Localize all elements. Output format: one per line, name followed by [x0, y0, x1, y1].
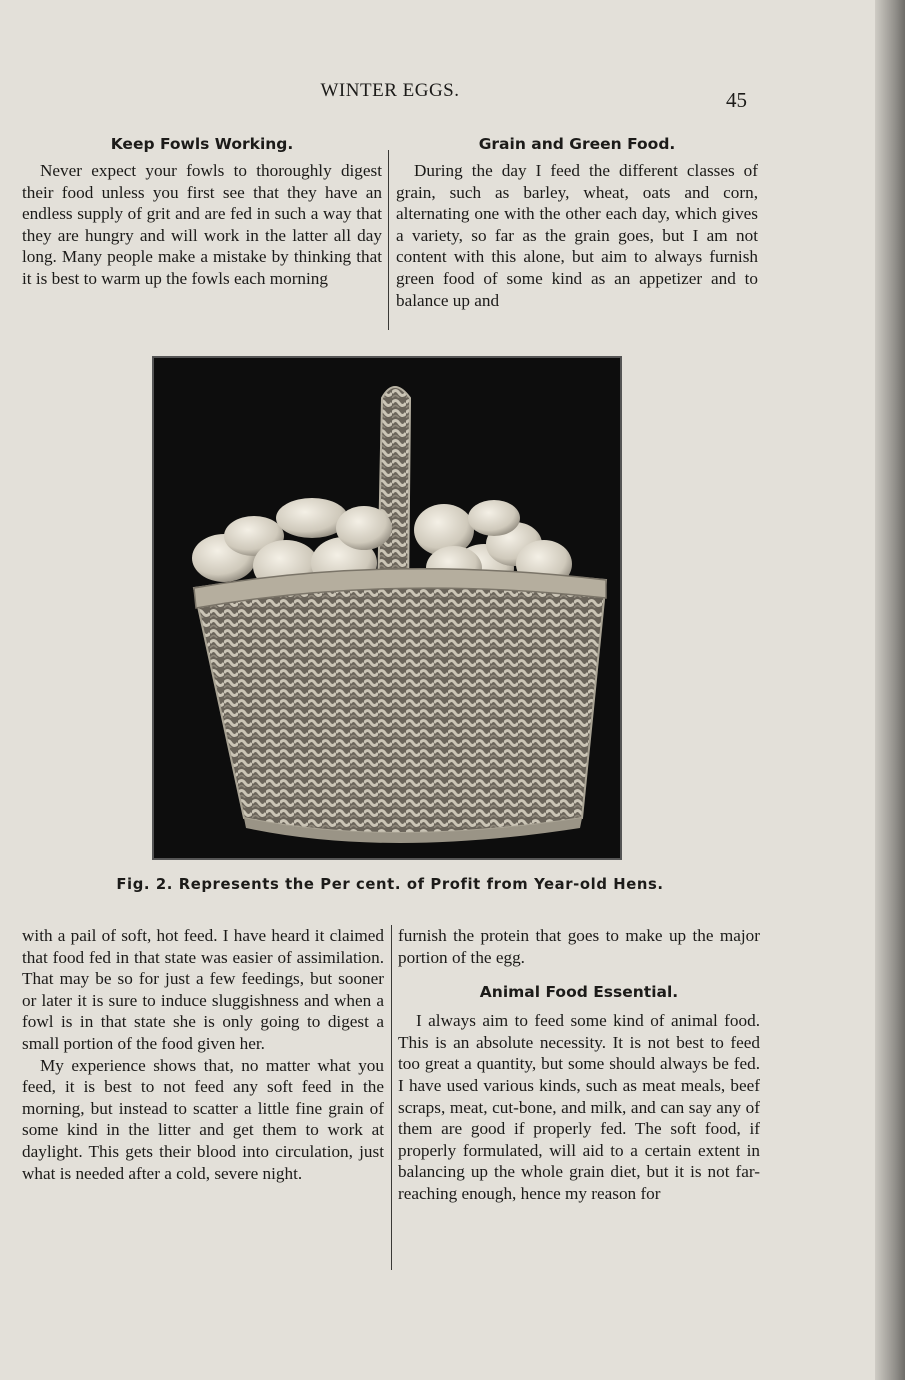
page-number: 45: [726, 88, 747, 112]
heading-grain-and-green-food: Grain and Green Food.: [478, 135, 676, 153]
page-binding-edge: [875, 0, 905, 1380]
running-header: WINTER EGGS.: [320, 80, 460, 101]
figure-caption: Fig. 2. Represents the Per cent. of Profit from Year-old Hens.: [116, 876, 664, 893]
heading-animal-food-essential: Animal Food Essential.: [479, 983, 679, 1002]
paragraph-animal-food: I always aim to feed some kind of animal food. This is an absolute necessity. It is not best to feed too great a quantity, but some should always be fed. I have used various kinds, such as meat meals, beef scraps, meat, cut-bone, and milk, and can say any of them are good if properly fed. The soft food, if properly formulated, will aid to a certain extent in balancing up the whole grain diet, but it is not far-reaching enough, hence my reason for: [398, 1011, 760, 1203]
paragraph-soft-feed: with a pail of soft, hot feed. I have heard it claimed that food fed in that state was easier of assimilation. That may be so for just a few feedings, but sooner or later it is sure to induce sluggishness and when a fowl is in that state she is only going to digest a small portion of the food given her.: [22, 926, 384, 1053]
column-divider-top: [388, 150, 389, 330]
paragraph-protein: furnish the protein that goes to make up the major portion of the egg.: [398, 926, 760, 967]
figure-egg-basket-photo: [152, 356, 622, 860]
column-top-left: [22, 160, 382, 290]
column-bottom-left: [22, 925, 384, 1184]
heading-keep-fowls-working: Keep Fowls Working.: [110, 135, 294, 153]
column-top-right: [396, 160, 758, 311]
paragraph-grain: During the day I feed the different classes of grain, such as barley, wheat, oats and corn, alternating one with the other each day, which gives a variety, so far as the grain goes, but I am not content with this alone, but aim to always furnish green food of some kind as an appetizer and to balance up and: [396, 161, 758, 310]
paragraph-my-experience: My experience shows that, no matter what you feed, it is best to not feed any soft feed in the morning, but instead to scatter a little fine grain of some kind in the litter and get them to work at daylight. This gets their blood into circulation, just what is needed after a cold, severe night.: [22, 1055, 384, 1183]
paragraph-keep-fowls: Never expect your fowls to thoroughly digest their food unless you first see that they have an endless supply of grit and are fed in such a way that they are hungry and will work in the latter all day long. Many people make a mistake by thinking that it is best to warm up the fowls each morning: [22, 161, 382, 288]
column-bottom-right: [398, 925, 760, 1205]
column-divider-bottom: [391, 925, 392, 1270]
egg-basket-illustration: [154, 358, 620, 858]
